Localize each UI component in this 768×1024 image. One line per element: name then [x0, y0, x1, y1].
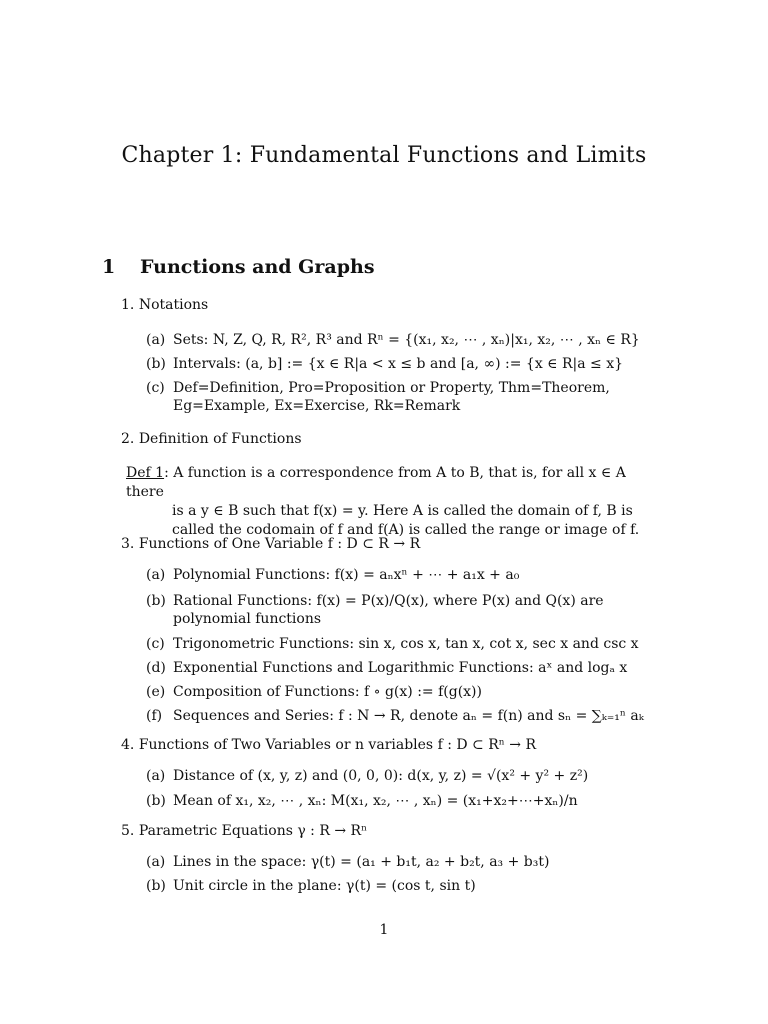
sub-label: (e) [146, 684, 166, 700]
list-item-one-variable [121, 536, 420, 552]
list-item [146, 659, 673, 677]
sub-label: (b) [146, 593, 166, 609]
list-item-parametric [121, 823, 367, 839]
definition-block [126, 464, 646, 540]
list-item [146, 355, 673, 373]
sub-label: (a) [146, 854, 166, 870]
page-number: 1 [379, 922, 389, 938]
sub-text: Polynomial Functions: f(x) = aₙxⁿ + ⋯ + a₁x + a₀ [173, 567, 520, 583]
section-heading [102, 256, 375, 278]
list-item [146, 592, 673, 628]
definition-label: Def 1 [126, 465, 165, 481]
sub-label: (b) [146, 793, 166, 809]
item-text: Definition of Functions [138, 431, 302, 447]
list-item [146, 707, 673, 725]
sub-text: Lines in the space: γ(t) = (a₁ + b₁t, a₂ + b₂t, a₃ + b₃t) [173, 854, 550, 870]
list-item [146, 379, 673, 415]
sub-text: Mean of x₁, x₂, ⋯ , xₙ: M(x₁, x₂, ⋯ , xₙ) = (x₁+x₂+⋯+xₙ)/n [173, 793, 578, 809]
sub-text: Exponential Functions and Logarithmic Functions: aˣ and logₐ x [173, 660, 628, 676]
sub-label: (c) [146, 380, 165, 396]
list-item [146, 877, 673, 895]
definition-line: is a y ∈ B such that f(x) = y. Here A is called the domain of f, B is [172, 503, 633, 519]
sub-label: (d) [146, 660, 166, 676]
sub-text: Sets: N, Z, Q, R, R², R³ and Rⁿ = {(x₁, x₂, ⋯ , xₙ)|x₁, x₂, ⋯ , xₙ ∈ R} [173, 332, 640, 348]
section-number: 1 [102, 256, 116, 278]
sub-label: (a) [146, 567, 166, 583]
sub-text: Unit circle in the plane: γ(t) = (cos t, sin t) [173, 878, 476, 894]
sub-text: Composition of Functions: f ∘ g(x) := f(g(x)) [173, 684, 482, 700]
sub-label: (a) [146, 768, 166, 784]
list-item [146, 792, 673, 810]
list-item-notations [121, 297, 208, 313]
item-number: 5. [121, 823, 135, 839]
list-item [146, 767, 673, 785]
sub-text: Intervals: (a, b] := {x ∈ R|a < x ≤ b and [a, ∞) := {x ∈ R|a ≤ x} [173, 356, 624, 372]
item-number: 2. [121, 431, 135, 447]
definition-line: : A function is a correspondence from A to B, that is, for all x ∈ A there [126, 465, 626, 500]
definition-line: called the codomain of f and f(A) is called the range or image of f. [172, 522, 640, 538]
sub-label: (f) [146, 708, 163, 724]
sub-label: (a) [146, 332, 166, 348]
list-item [146, 331, 673, 349]
sub-text: Def=Definition, Pro=Proposition or Property, Thm=Theorem, Eg=Example, Ex=Exercise, Rk=Remark [173, 380, 610, 414]
sub-label: (c) [146, 636, 165, 652]
sub-text: Distance of (x, y, z) and (0, 0, 0): d(x, y, z) = √(x² + y² + z²) [173, 768, 589, 784]
sub-text: Trigonometric Functions: sin x, cos x, tan x, cot x, sec x and csc x [173, 636, 639, 652]
list-item-definition [121, 431, 302, 447]
item-text: Functions of Two Variables or n variables f : D ⊂ Rⁿ → R [138, 737, 536, 753]
item-text: Functions of One Variable f : D ⊂ R → R [138, 536, 421, 552]
sub-text: Rational Functions: f(x) = P(x)/Q(x), where P(x) and Q(x) are polynomial functions [173, 593, 604, 627]
list-item [146, 635, 673, 653]
list-item [146, 683, 673, 701]
list-item [146, 566, 673, 584]
section-title: Functions and Graphs [140, 256, 375, 278]
item-text: Notations [138, 297, 209, 313]
sub-label: (b) [146, 356, 166, 372]
item-text: Parametric Equations γ : R → Rⁿ [138, 823, 368, 839]
chapter-title: Chapter 1: Fundamental Functions and Limits [121, 143, 647, 168]
list-item [146, 853, 673, 871]
list-item-two-variables [121, 737, 536, 753]
item-number: 3. [121, 536, 135, 552]
item-number: 1. [121, 297, 135, 313]
sub-text: Sequences and Series: f : N → R, denote aₙ = f(n) and sₙ = ∑ₖ₌₁ⁿ aₖ [173, 708, 644, 724]
sub-label: (b) [146, 878, 166, 894]
item-number: 4. [121, 737, 135, 753]
